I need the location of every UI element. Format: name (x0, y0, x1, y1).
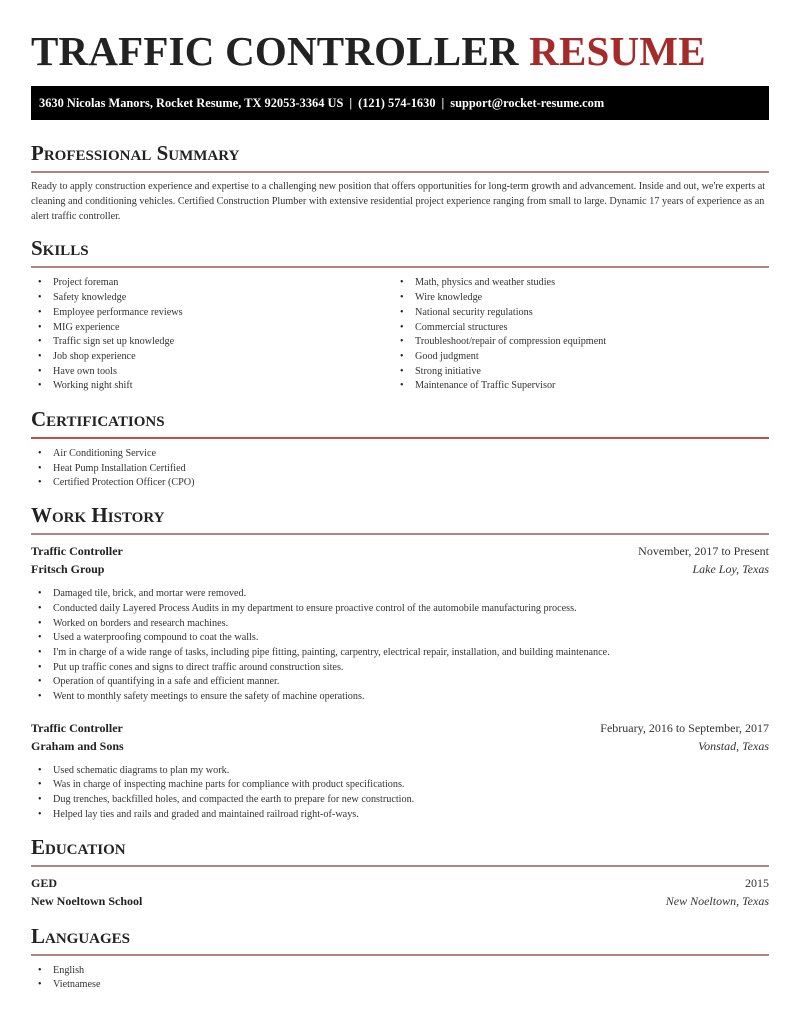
skill-item: • Strong initiative (393, 365, 755, 380)
section-divider (31, 954, 769, 956)
job-bullet: • Put up traffic cones and signs to direct traffic around construction sites. (31, 661, 769, 676)
job-bullet: • Used a waterproofing compound to coat the walls. (31, 631, 769, 646)
section-heading: Skills (31, 236, 89, 261)
languages-section (31, 924, 769, 993)
skill-item: • Job shop experience (31, 350, 393, 365)
job-bullet: • Helped lay ties and rails and graded and maintained railroad right-of-ways. (31, 808, 769, 823)
job-dates: November, 2017 to Present (638, 544, 769, 559)
job-location: Lake Loy, Texas (692, 562, 769, 577)
section-divider (31, 437, 769, 439)
skills-section (31, 236, 769, 394)
contact-separator: | (441, 96, 445, 110)
education-section (31, 835, 769, 910)
contact-separator: | (349, 96, 353, 110)
job-entry (31, 542, 769, 705)
job-bullet: • Dug trenches, backfilled holes, and compacted the earth to prepare for new construction. (31, 793, 769, 808)
resume-page (31, 0, 769, 993)
section-heading: Education (31, 834, 126, 859)
contact-email[interactable]: support@rocket-resume.com (450, 96, 605, 110)
education-year: 2015 (745, 875, 769, 890)
languages-list (31, 964, 769, 993)
work-history-section (31, 503, 769, 822)
certification-item: • Certified Protection Officer (CPO) (31, 476, 769, 491)
job-title: Traffic Controller (31, 544, 123, 559)
skill-item: • Working night shift (31, 379, 393, 394)
title-main: TRAFFIC CONTROLLER (31, 28, 519, 74)
certifications-list (31, 447, 769, 491)
contact-bar (31, 86, 769, 120)
contact-phone: (121) 574-1630 (358, 96, 436, 110)
skills-list-left (31, 276, 393, 394)
section-heading: Languages (31, 923, 131, 948)
job-location: Vonstad, Texas (698, 738, 769, 753)
job-bullet: • I'm in charge of a wide range of tasks, including pipe fitting, painting, carpentry, electrical repair, installation, and building maintenance. (31, 646, 769, 661)
title-accent: RESUME (529, 28, 706, 74)
summary-section (31, 141, 769, 224)
job-bullet: • Went to monthly safety meetings to ensure the safety of machine operations. (31, 690, 769, 705)
certification-item: • Air Conditioning Service (31, 447, 769, 462)
certifications-section (31, 407, 769, 491)
section-divider (31, 533, 769, 535)
language-item: • Vietnamese (31, 978, 769, 993)
job-title: Traffic Controller (31, 720, 123, 735)
section-heading: Work History (31, 503, 165, 528)
education-degree: GED (31, 875, 58, 890)
education-school: New Noeltown School (31, 893, 143, 908)
section-divider (31, 865, 769, 867)
skills-list-right (393, 276, 755, 394)
skill-item: • Employee performance reviews (31, 306, 393, 321)
job-bullets (31, 587, 769, 705)
skill-item: • Math, physics and weather studies (393, 276, 755, 291)
summary-text: Ready to apply construction experience and expertise to a challenging new position that offers opportunities for long-term growth and advancement. Inside and out, we're experts at cleaning and conditioning vehicles. Certified Construction Plumber with extensive residential project experience ranging from small to large. Dynamic 17 years of experience as an alert traffic controller. (31, 181, 766, 222)
education-location: New Noeltown, Texas (665, 893, 769, 908)
skill-item: • Troubleshoot/repair of compression equipment (393, 335, 755, 350)
job-company: Fritsch Group (31, 562, 105, 577)
job-bullet: • Damaged tile, brick, and mortar were removed. (31, 587, 769, 602)
resume-title (31, 0, 769, 78)
skill-item: • Wire knowledge (393, 291, 755, 306)
job-company: Graham and Sons (31, 738, 124, 753)
language-item: • English (31, 964, 769, 979)
job-bullet: • Used schematic diagrams to plan my work. (31, 764, 769, 779)
skill-item: • Maintenance of Traffic Supervisor (393, 379, 755, 394)
job-bullet: • Worked on borders and research machines. (31, 617, 769, 632)
skill-item: • Good judgment (393, 350, 755, 365)
skill-item: • MIG experience (31, 321, 393, 336)
skill-item: • Traffic sign set up knowledge (31, 335, 393, 350)
job-bullets (31, 764, 769, 823)
skill-item: • Have own tools (31, 365, 393, 380)
skill-item: • Safety knowledge (31, 291, 393, 306)
job-bullet: • Operation of quantifying in a safe and efficient manner. (31, 675, 769, 690)
skill-item: • Commercial structures (393, 321, 755, 336)
certification-item: • Heat Pump Installation Certified (31, 462, 769, 477)
job-entry (31, 719, 769, 823)
section-heading: Professional Summary (31, 141, 240, 165)
skill-item: • Project foreman (31, 276, 393, 291)
skill-item: • National security regulations (393, 306, 755, 321)
section-divider (31, 171, 769, 173)
section-divider (31, 266, 769, 268)
section-heading: Certifications (31, 407, 165, 432)
job-bullet: • Was in charge of inspecting machine parts for compliance with product specifications. (31, 778, 769, 793)
job-dates: February, 2016 to September, 2017 (600, 720, 769, 735)
contact-address: 3630 Nicolas Manors, Rocket Resume, TX 92053-3364 US (39, 96, 344, 110)
job-bullet: • Conducted daily Layered Process Audits in my department to ensure proactive control of the automobile manufacturing process. (31, 602, 769, 617)
